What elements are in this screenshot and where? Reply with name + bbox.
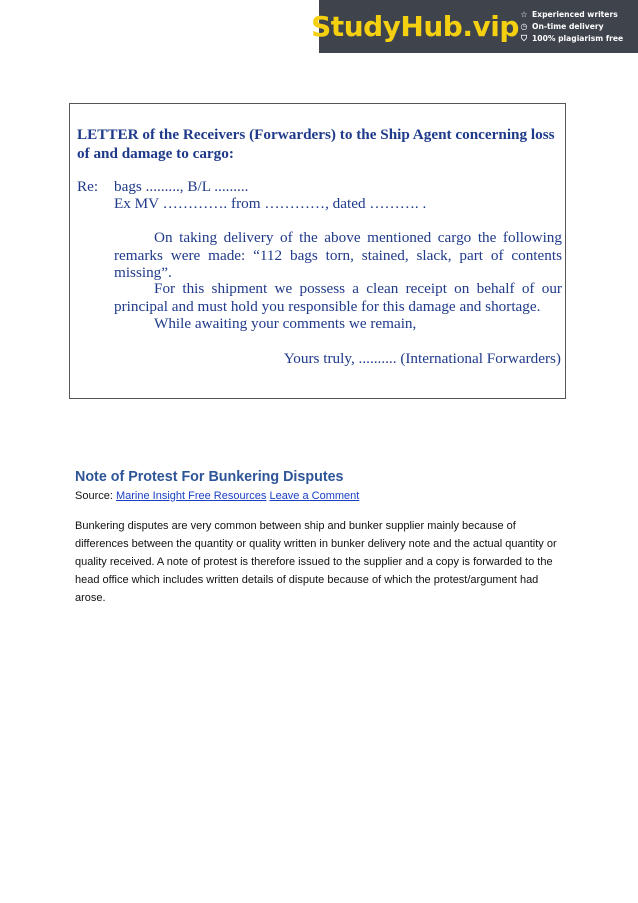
letter-signature: Yours truly, .......... (International Forwarders) (283, 350, 561, 367)
article-body: Bunkering disputes are very common between ship and bunker supplier mainly because of differences between the quantity or quality written in bunker delivery note and the actual quantity or quality received. A note of protest is therefore issued to the supplier and a copy is forwarded to the head office which includes written details of dispute because of which the protest/argument had arose. (75, 520, 557, 604)
feature-item (519, 33, 638, 45)
feature-item (519, 9, 638, 21)
feature-label: 100% plagiarism free (532, 33, 624, 43)
letter-paragraph-responsibility: For this shipment we possess a clean receipt on behalf of our principal and must hold you responsible for this damage and shortage. (114, 280, 562, 315)
source-label: Source: (75, 490, 113, 502)
letter-box (69, 103, 566, 399)
feature-item (519, 21, 638, 33)
letter-paragraph-delivery: On taking delivery of the above mentioned cargo the following remarks were made: “112 bags torn, stained, slack, part of contents missing”. (114, 229, 562, 281)
re-label: Re: (77, 178, 99, 195)
feature-label: Experienced writers (532, 9, 618, 19)
article-source (75, 490, 359, 502)
shield-icon: ⛉ (521, 33, 527, 43)
studyhub-banner[interactable] (311, 0, 638, 53)
star-icon: ☆ (520, 9, 528, 19)
feature-list (511, 9, 638, 45)
feature-label: On-time delivery (532, 21, 604, 31)
letter-paragraph-closing: While awaiting your comments we remain, (154, 315, 417, 332)
bags-line: bags ........., B/L ......... (114, 178, 249, 195)
exmv-line: Ex MV …………. from …………, dated ………. . (114, 195, 427, 212)
source-link[interactable]: Marine Insight Free Resources (115, 490, 267, 502)
clock-icon: ◷ (520, 21, 528, 31)
brand-logo: StudyHub.vip (311, 10, 519, 43)
article-heading: Note of Protest For Bunkering Disputes (75, 469, 344, 485)
leave-comment-link[interactable]: Leave a Comment (269, 490, 360, 502)
letter-title: LETTER of the Receivers (Forwarders) to the Ship Agent concerning loss of and damage to cargo: (77, 126, 555, 162)
